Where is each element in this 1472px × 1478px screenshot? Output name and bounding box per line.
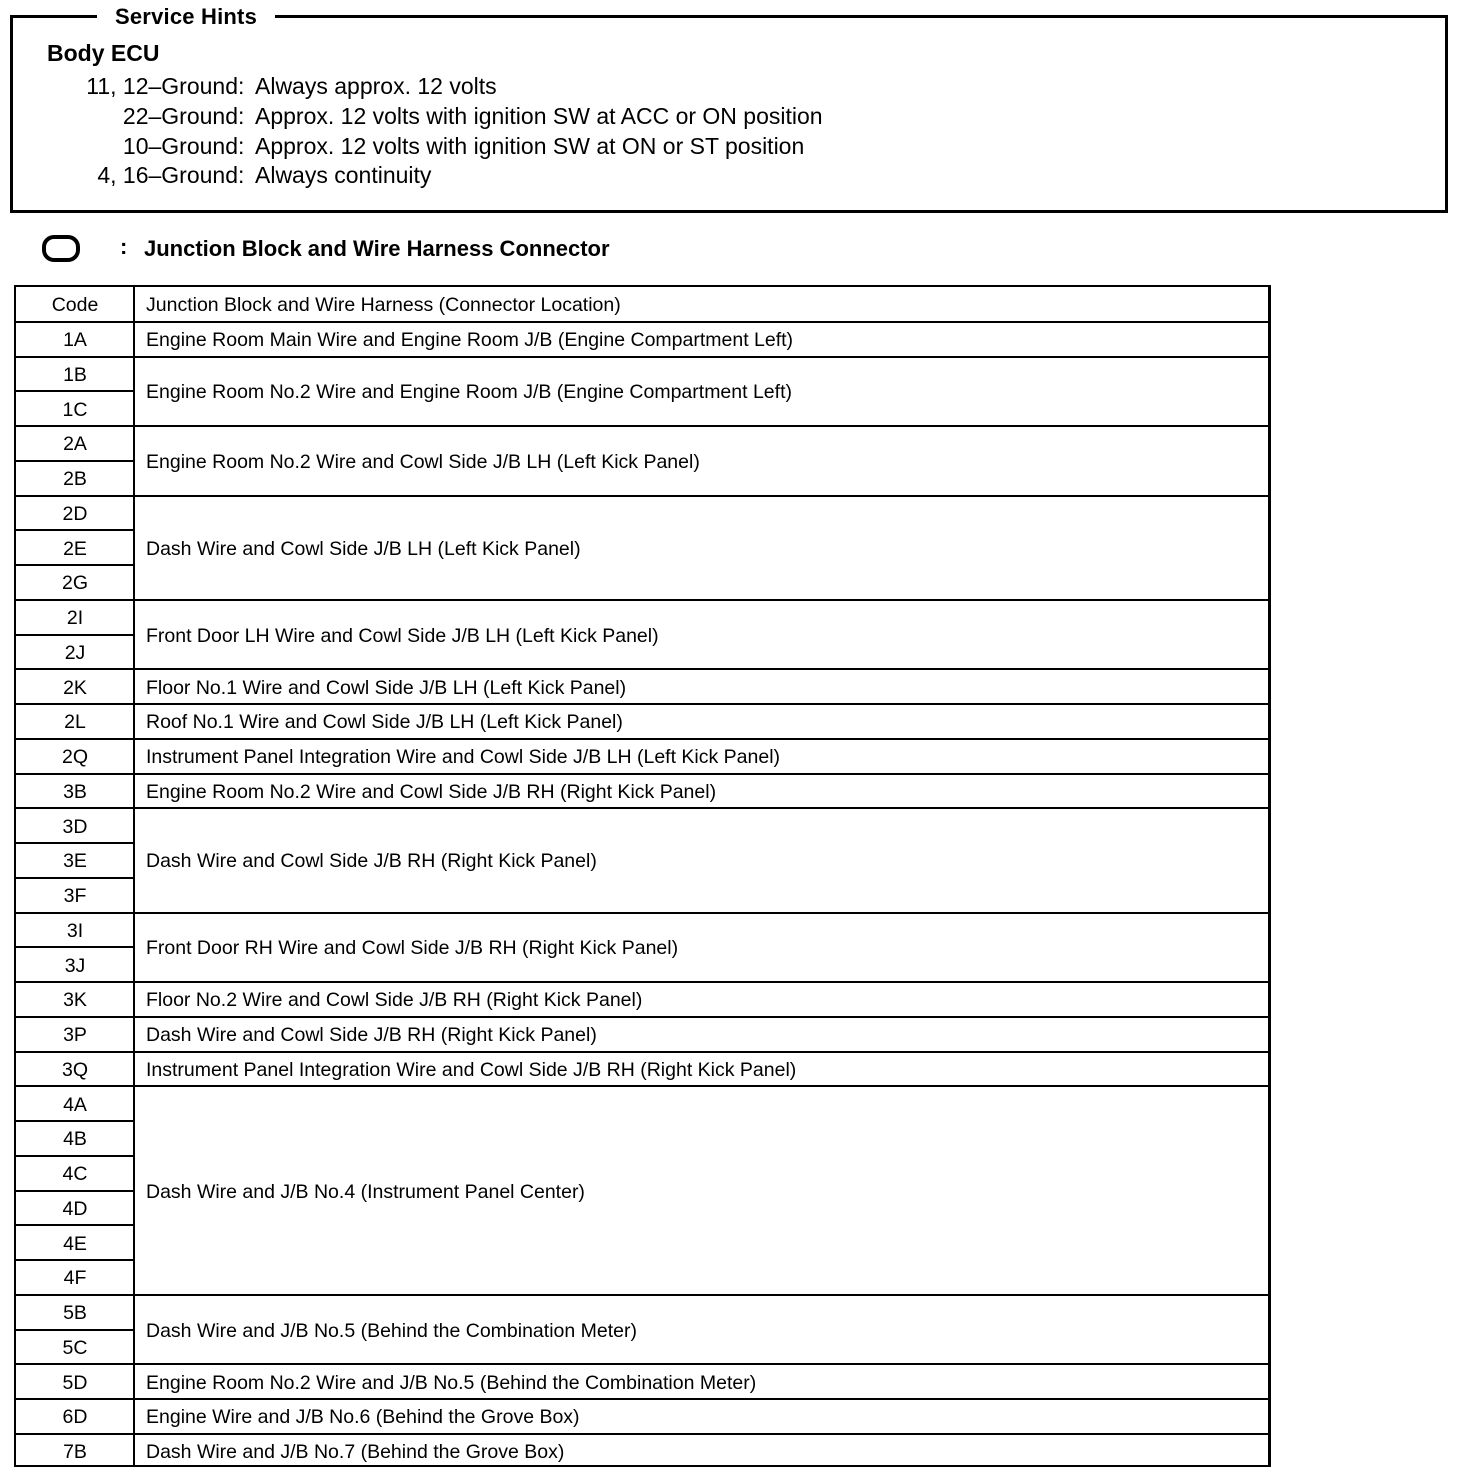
connector-description: Front Door RH Wire and Cowl Side J/B RH (Right Kick Panel) bbox=[146, 937, 679, 960]
connector-code: 5C bbox=[62, 1336, 88, 1359]
connector-code: 2J bbox=[64, 641, 86, 664]
group-divider bbox=[16, 912, 1268, 914]
connector-description: Floor No.2 Wire and Cowl Side J/B RH (Right Kick Panel) bbox=[146, 989, 643, 1012]
connector-code: 4E bbox=[63, 1232, 87, 1255]
code-divider bbox=[16, 1259, 133, 1261]
connector-code: 3P bbox=[63, 1024, 87, 1047]
connector-code: 2G bbox=[61, 572, 88, 595]
group-divider bbox=[16, 599, 1268, 601]
connector-code: 2B bbox=[63, 468, 87, 491]
hint-description: Always approx. 12 volts bbox=[255, 73, 497, 99]
connector-legend bbox=[42, 233, 742, 269]
connector-code: 3B bbox=[63, 780, 87, 803]
code-divider bbox=[16, 1120, 133, 1122]
connector-code: 1B bbox=[63, 363, 87, 386]
code-divider bbox=[16, 842, 133, 844]
hint-colon: : bbox=[238, 73, 245, 99]
connector-description: Engine Room Main Wire and Engine Room J/B (Engine Compartment Left) bbox=[146, 329, 794, 352]
connector-code: 2D bbox=[62, 502, 88, 525]
hint-description: Always continuity bbox=[255, 162, 432, 188]
connector-code: 4B bbox=[63, 1128, 87, 1151]
connector-code: 4C bbox=[62, 1163, 88, 1186]
group-divider bbox=[16, 738, 1268, 740]
connector-description: Roof No.1 Wire and Cowl Side J/B LH (Left Kick Panel) bbox=[146, 711, 623, 734]
hint-line bbox=[13, 71, 953, 101]
group-divider bbox=[16, 425, 1268, 427]
connector-code: 5B bbox=[63, 1302, 87, 1325]
connector-description: Engine Room No.2 Wire and J/B No.5 (Behind the Combination Meter) bbox=[146, 1371, 757, 1394]
connector-code: 3I bbox=[66, 919, 84, 942]
group-divider bbox=[16, 807, 1268, 809]
code-divider bbox=[16, 1224, 133, 1226]
connector-description: Dash Wire and Cowl Side J/B LH (Left Kick Panel) bbox=[146, 537, 581, 560]
connector-description: Engine Room No.2 Wire and Cowl Side J/B LH (Left Kick Panel) bbox=[146, 450, 700, 473]
group-divider bbox=[16, 1294, 1268, 1296]
group-divider bbox=[16, 321, 1268, 323]
connector-description: Dash Wire and Cowl Side J/B RH (Right Kick Panel) bbox=[146, 850, 597, 873]
connector-code: 2I bbox=[66, 607, 84, 630]
code-divider bbox=[16, 529, 133, 531]
hint-line bbox=[13, 160, 953, 190]
connector-description: Engine Room No.2 Wire and Cowl Side J/B RH (Right Kick Panel) bbox=[146, 780, 717, 803]
connector-code: 3D bbox=[62, 815, 88, 838]
connector-description: Engine Wire and J/B No.6 (Behind the Grove Box) bbox=[146, 1406, 580, 1429]
hint-line bbox=[13, 131, 953, 161]
group-divider bbox=[16, 1016, 1268, 1018]
connector-description: Dash Wire and Cowl Side J/B RH (Right Kick Panel) bbox=[146, 1024, 597, 1047]
hint-pins: 22–Ground bbox=[122, 103, 238, 129]
service-hints-heading: Body ECU bbox=[47, 40, 160, 66]
code-divider bbox=[16, 1155, 133, 1157]
hint-description: Approx. 12 volts with ignition SW at ON or ST position bbox=[255, 133, 805, 159]
group-divider bbox=[16, 1085, 1268, 1087]
code-divider bbox=[16, 564, 133, 566]
connector-description: Front Door LH Wire and Cowl Side J/B LH (Left Kick Panel) bbox=[146, 624, 659, 647]
code-divider bbox=[16, 460, 133, 462]
code-divider bbox=[16, 946, 133, 948]
connector-code: 1A bbox=[63, 329, 87, 352]
connector-code: 3J bbox=[64, 954, 86, 977]
group-divider bbox=[16, 773, 1268, 775]
description-header: Junction Block and Wire Harness (Connector Location) bbox=[146, 294, 621, 317]
code-divider bbox=[16, 1329, 133, 1331]
hint-colon: : bbox=[238, 103, 245, 129]
hint-colon: : bbox=[238, 133, 245, 159]
connector-code: 1C bbox=[62, 398, 88, 421]
connector-code: 2A bbox=[63, 433, 87, 456]
hint-pins: 10–Ground bbox=[122, 133, 238, 159]
connector-code: 3Q bbox=[61, 1058, 88, 1081]
rounded-rectangle-icon bbox=[42, 235, 80, 262]
legend-label: Junction Block and Wire Harness Connector bbox=[144, 236, 610, 261]
code-divider bbox=[16, 634, 133, 636]
connector-code: 6D bbox=[62, 1406, 88, 1429]
connector-description: Dash Wire and J/B No.4 (Instrument Panel Center) bbox=[146, 1180, 585, 1203]
group-divider bbox=[16, 668, 1268, 670]
connector-description: Instrument Panel Integration Wire and Cowl Side J/B LH (Left Kick Panel) bbox=[146, 746, 781, 769]
hint-line bbox=[13, 101, 953, 131]
junction-block-table bbox=[14, 285, 1271, 1467]
connector-description: Dash Wire and J/B No.7 (Behind the Grove Box) bbox=[146, 1441, 565, 1464]
group-divider bbox=[16, 495, 1268, 497]
group-divider bbox=[16, 1398, 1268, 1400]
connector-description: Engine Room No.2 Wire and Engine Room J/B (Engine Compartment Left) bbox=[146, 381, 792, 404]
group-divider bbox=[16, 1051, 1268, 1053]
group-divider bbox=[16, 356, 1268, 358]
connector-code: 4A bbox=[63, 1093, 87, 1116]
connector-description: Instrument Panel Integration Wire and Cowl Side J/B RH (Right Kick Panel) bbox=[146, 1058, 797, 1081]
connector-code: 2E bbox=[63, 537, 87, 560]
group-divider bbox=[16, 1363, 1268, 1365]
legend-colon: : bbox=[120, 234, 128, 259]
connector-code: 2K bbox=[63, 676, 87, 699]
service-hints-title: Service Hints bbox=[97, 4, 275, 30]
code-divider bbox=[16, 1190, 133, 1192]
hint-description: Approx. 12 volts with ignition SW at ACC or ON position bbox=[255, 103, 823, 129]
code-header: Code bbox=[51, 294, 99, 317]
code-divider bbox=[16, 877, 133, 879]
connector-code: 7B bbox=[63, 1441, 87, 1464]
connector-code: 2Q bbox=[61, 746, 88, 769]
code-divider bbox=[16, 390, 133, 392]
hint-pins: 4, 16–Ground bbox=[97, 162, 238, 188]
connector-description: Floor No.1 Wire and Cowl Side J/B LH (Left Kick Panel) bbox=[146, 676, 627, 699]
connector-code: 3E bbox=[63, 850, 87, 873]
connector-code: 4F bbox=[63, 1267, 87, 1290]
connector-code: 3K bbox=[63, 989, 87, 1012]
group-divider bbox=[16, 1433, 1268, 1435]
connector-code: 4D bbox=[62, 1197, 88, 1220]
group-divider bbox=[16, 703, 1268, 705]
group-divider bbox=[16, 981, 1268, 983]
hint-pins: 11, 12–Ground bbox=[86, 73, 238, 99]
connector-description: Dash Wire and J/B No.5 (Behind the Combination Meter) bbox=[146, 1319, 637, 1342]
service-hints-box bbox=[10, 4, 1448, 213]
hint-colon: : bbox=[238, 162, 245, 188]
connector-code: 2L bbox=[64, 711, 86, 734]
connector-code: 5D bbox=[62, 1371, 88, 1394]
connector-code: 3F bbox=[63, 885, 87, 908]
